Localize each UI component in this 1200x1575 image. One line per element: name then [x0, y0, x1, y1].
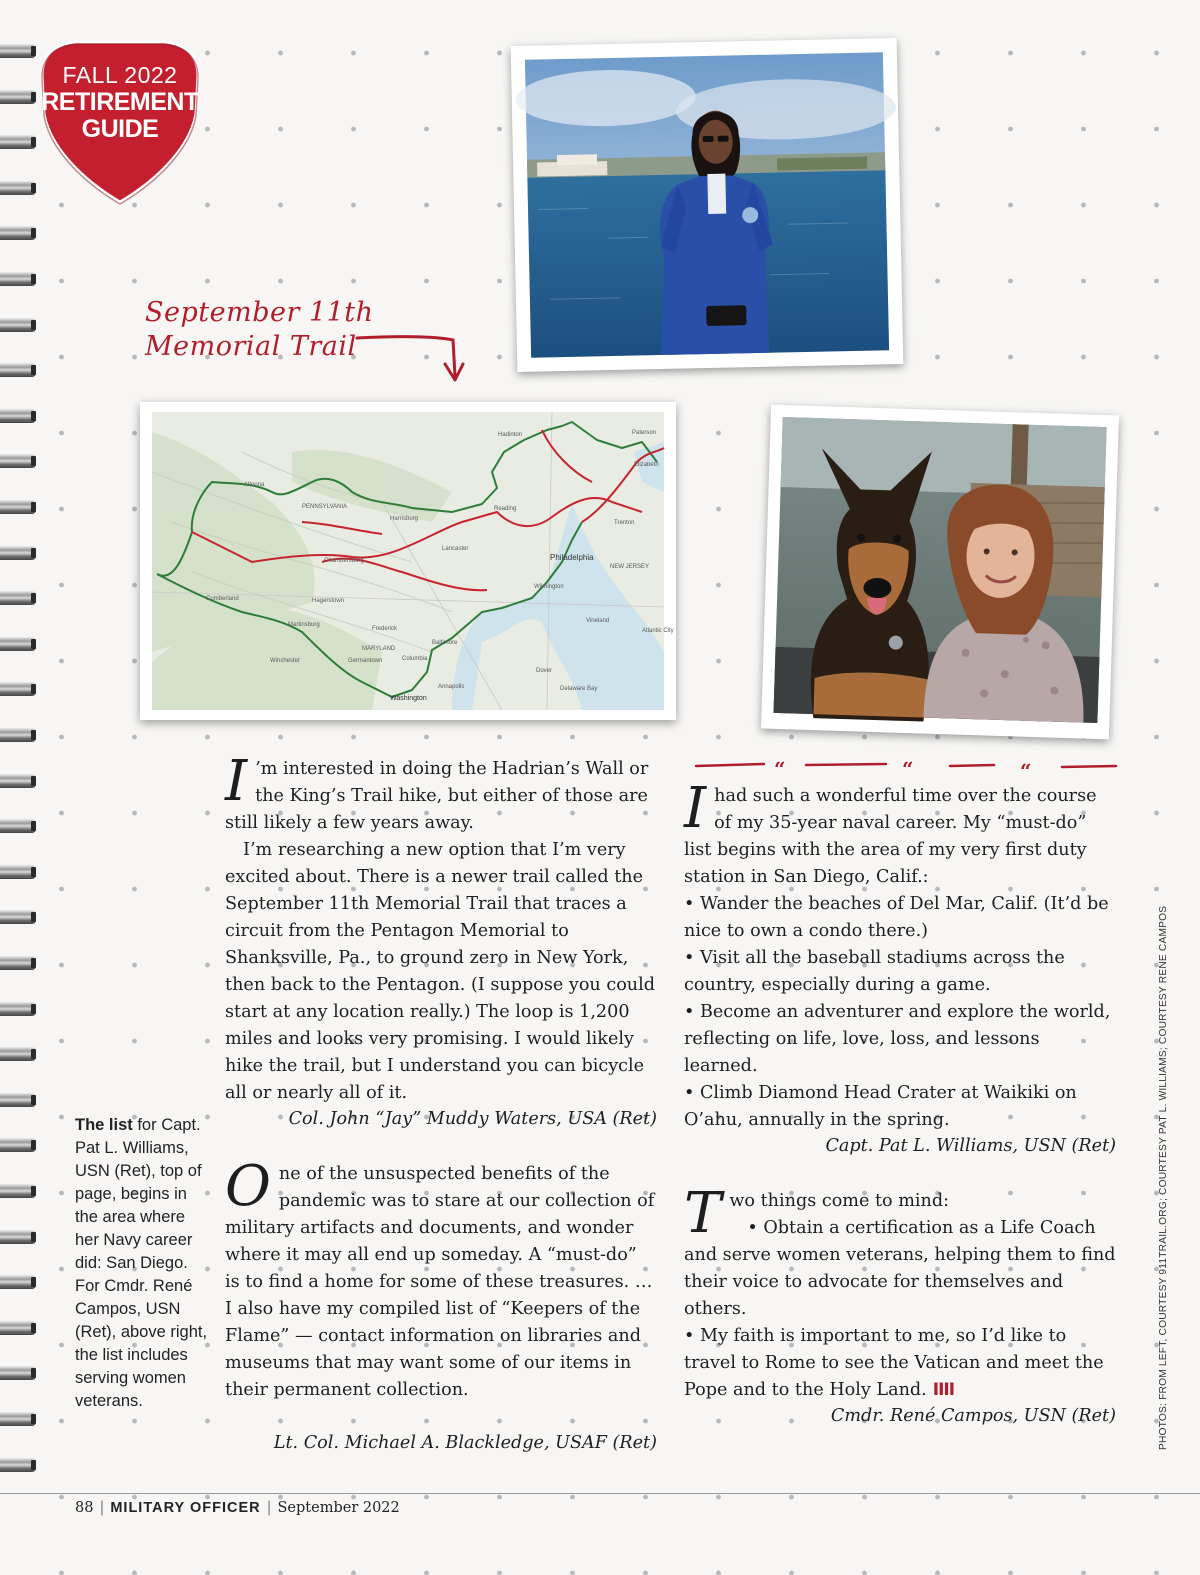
september-11th-trail-map: [152, 412, 674, 710]
article-waters: [225, 749, 657, 1107]
binding-ring: [0, 1458, 36, 1472]
article-williams-bullet-4: • Climb Diamond Head Crater at Waikiki on O’ahu, annually in the spring.: [684, 1083, 1077, 1130]
svg-text:“: “: [774, 757, 786, 781]
svg-text:“: “: [1020, 759, 1032, 783]
binding-ring: [0, 1047, 36, 1061]
page-footer: 88 | MILITARY OFFICER | September 2022: [75, 1500, 400, 1516]
map-place-maryland: MARYLAND: [362, 646, 396, 652]
badge-title: RETIREMENT: [41, 88, 199, 116]
article-williams-bullet-2: • Visit all the baseball stadiums across the country, especially during a game.: [684, 948, 1065, 995]
article-williams-bullet-3: • Become an adventurer and explore the world, reflecting on life, love, loss, and lessons learned.: [684, 1002, 1111, 1076]
map-place-atlantic-city: Atlantic City: [642, 628, 674, 634]
map-place-reading: Reading: [494, 506, 517, 512]
map-place-pennsylvania: PENNSYLVANIA: [302, 504, 348, 510]
footer-rule: [0, 1493, 1200, 1494]
signature-williams: Capt. Pat L. Williams, USN (Ret): [825, 1136, 1116, 1156]
woman-with-dog-image: [773, 417, 1106, 723]
map-place-harrisburg: Harrisburg: [390, 516, 419, 522]
map-place-altoona: Altoona: [244, 482, 265, 488]
binding-ring: [0, 44, 36, 58]
article-williams-bullet-1: • Wander the beaches of Del Mar, Calif. (It’d be nice to own a condo there.): [684, 894, 1109, 941]
map-place-dover: Dover: [536, 668, 553, 674]
binding-ring: [0, 1093, 36, 1107]
binding-ring: [0, 226, 36, 240]
signature-blackledge: Lt. Col. Michael A. Blackledge, USAF (Ret): [273, 1433, 657, 1453]
article-williams: [684, 776, 1116, 1134]
magazine-name: MILITARY OFFICER: [110, 1500, 261, 1516]
binding-ring: [0, 1412, 36, 1426]
dropcap-t: T: [684, 1181, 722, 1246]
binding-ring: [0, 135, 36, 149]
photo-pat-williams: [511, 38, 904, 372]
article-campos-bullet-1: • Obtain a certification as a Life Coach and serve women veterans, helping them to find their voice to advocate for themselves and others.: [684, 1218, 1116, 1319]
map-place-lancaster: Lancaster: [442, 546, 469, 552]
article-waters-p1: ’m interested in doing the Hadrian’s Wall or the King’s Trail hike, but either of those are still likely a few years away.: [225, 759, 649, 833]
map-place-winchester: Winchester: [270, 658, 301, 664]
caption-text: for Capt. Pat L. Williams, USN (Ret), top of page, begins in the area where her Navy career did: San Diego. For Cmdr. René Campos, USN (Ret), above right, the list includes serving women veterans.: [75, 1116, 208, 1410]
binding-ring: [0, 682, 36, 696]
binding-ring: [0, 409, 36, 423]
binding-ring: [0, 181, 36, 195]
map-place-paterson: Paterson: [632, 430, 657, 436]
binding-ring: [0, 1366, 36, 1380]
signature-campos: Cmdr. René Campos, USN (Ret): [830, 1406, 1116, 1426]
binding-ring: [0, 774, 36, 788]
spiral-binding: [0, 30, 42, 1490]
photo-caption: [75, 1114, 213, 1413]
map-place-new-jersey: NEW JERSEY: [610, 564, 650, 570]
binding-ring: [0, 546, 36, 560]
badge-subtitle: GUIDE: [81, 115, 159, 143]
map-place-delaware-bay: Delaware Bay: [560, 686, 598, 692]
article-campos-bullet-2: • My faith is important to me, so I’d like to travel to Rome to see the Vatican and meet the Pope and to the Holy Land.: [684, 1326, 1104, 1400]
svg-text:“: “: [902, 757, 914, 781]
map-place-columbia: Columbia: [402, 656, 428, 662]
trail-map: [140, 402, 676, 720]
page-number: 88: [75, 1500, 94, 1516]
binding-ring: [0, 363, 36, 377]
end-mark-icon: IIII: [932, 1380, 955, 1400]
article-blackledge: [225, 1154, 657, 1404]
map-place-germantown: Germantown: [348, 658, 383, 664]
map-handwritten-label: [145, 296, 374, 364]
waterfront-portrait-image: [525, 52, 889, 357]
binding-ring: [0, 1275, 36, 1289]
dropcap-o: O: [225, 1154, 271, 1219]
binding-ring: [0, 500, 36, 514]
article-campos: [684, 1181, 1116, 1404]
map-place-frederick: Frederick: [372, 626, 398, 632]
map-place-annapolis: Annapolis: [438, 684, 465, 690]
binding-ring: [0, 910, 36, 924]
binding-ring: [0, 1002, 36, 1016]
photo-credit: PHOTOS: FROM LEFT, COURTESY 911TRAIL.ORG; COURTESY PAT L. WILLIAMS; COURTESY RENE CAMPOS: [1158, 905, 1169, 1450]
binding-ring: [0, 272, 36, 286]
map-place-washington: Washington: [390, 695, 427, 702]
article-williams-p1: had such a wonderful time over the course of my 35-year naval career. My “must-do” list begins with the area of my very first duty station in San Diego, Calif.:: [684, 786, 1097, 887]
map-place-hagerstown: Hagerstown: [312, 598, 345, 604]
binding-ring: [0, 637, 36, 651]
map-place-chambersburg: Chambersburg: [324, 558, 364, 564]
binding-ring: [0, 454, 36, 468]
article-campos-p1: wo things come to mind:: [729, 1191, 950, 1211]
map-place-wilmington: Wilmington: [534, 584, 564, 590]
article-waters-p2: I’m researching a new option that I’m very excited about. There is a newer trail called the September 11th Memorial Trail that traces a circuit from the Pentagon Memorial to Shanksville, Pa., to ground zero in New York, then back to the Pentagon. (I suppose you could start at any location really.) The loop is 1,200 miles and looks very promising. I would likely hike the trail, but I understand you can bicycle all or nearly all of it.: [225, 840, 656, 1103]
map-place-baltimore: Baltimore: [432, 640, 458, 646]
map-place-cumberland: Cumberland: [206, 596, 239, 602]
binding-ring: [0, 1138, 36, 1152]
map-label-line1: September 11th: [145, 297, 374, 328]
binding-ring: [0, 1321, 36, 1335]
map-place-trenton: Trenton: [614, 520, 635, 526]
caption-lead: The list: [75, 1116, 133, 1134]
map-place-elizabeth: Elizabeth: [634, 462, 659, 468]
curved-arrow-icon: [355, 328, 467, 386]
binding-ring: [0, 956, 36, 970]
dropcap-i: I: [225, 749, 248, 814]
binding-ring: [0, 819, 36, 833]
map-place-martinsburg: Martinsburg: [288, 622, 320, 628]
binding-ring: [0, 865, 36, 879]
binding-ring: [0, 318, 36, 332]
map-place-philadelphia: Philadelphia: [550, 553, 594, 562]
binding-ring: [0, 1184, 36, 1198]
map-place-vineland: Vineland: [586, 618, 610, 624]
map-place-hadinton: Hadinton: [498, 432, 523, 438]
map-label-line2: Memorial Trail: [145, 331, 357, 362]
quote-divider: [694, 757, 1118, 783]
article-blackledge-p1: ne of the unsuspected benefits of the pandemic was to stare at our collection of military artifacts and documents, and wonder where it may all end up someday. A “must-do” is to find a home for some of these treasures. … I also have my compiled list of “Keepers of the Flame” — contact information on libraries and museums that may want some of our items in their permanent collection.: [225, 1164, 655, 1400]
issue-date: September 2022: [277, 1500, 400, 1516]
badge-season: FALL 2022: [62, 62, 178, 88]
binding-ring: [0, 728, 36, 742]
signature-waters: Col. John “Jay” Muddy Waters, USA (Ret): [288, 1109, 657, 1129]
dropcap-i-2: I: [684, 776, 707, 841]
binding-ring: [0, 591, 36, 605]
binding-ring: [0, 90, 36, 104]
binding-ring: [0, 1230, 36, 1244]
retirement-guide-badge: [36, 36, 204, 206]
photo-rene-campos: [761, 405, 1119, 740]
